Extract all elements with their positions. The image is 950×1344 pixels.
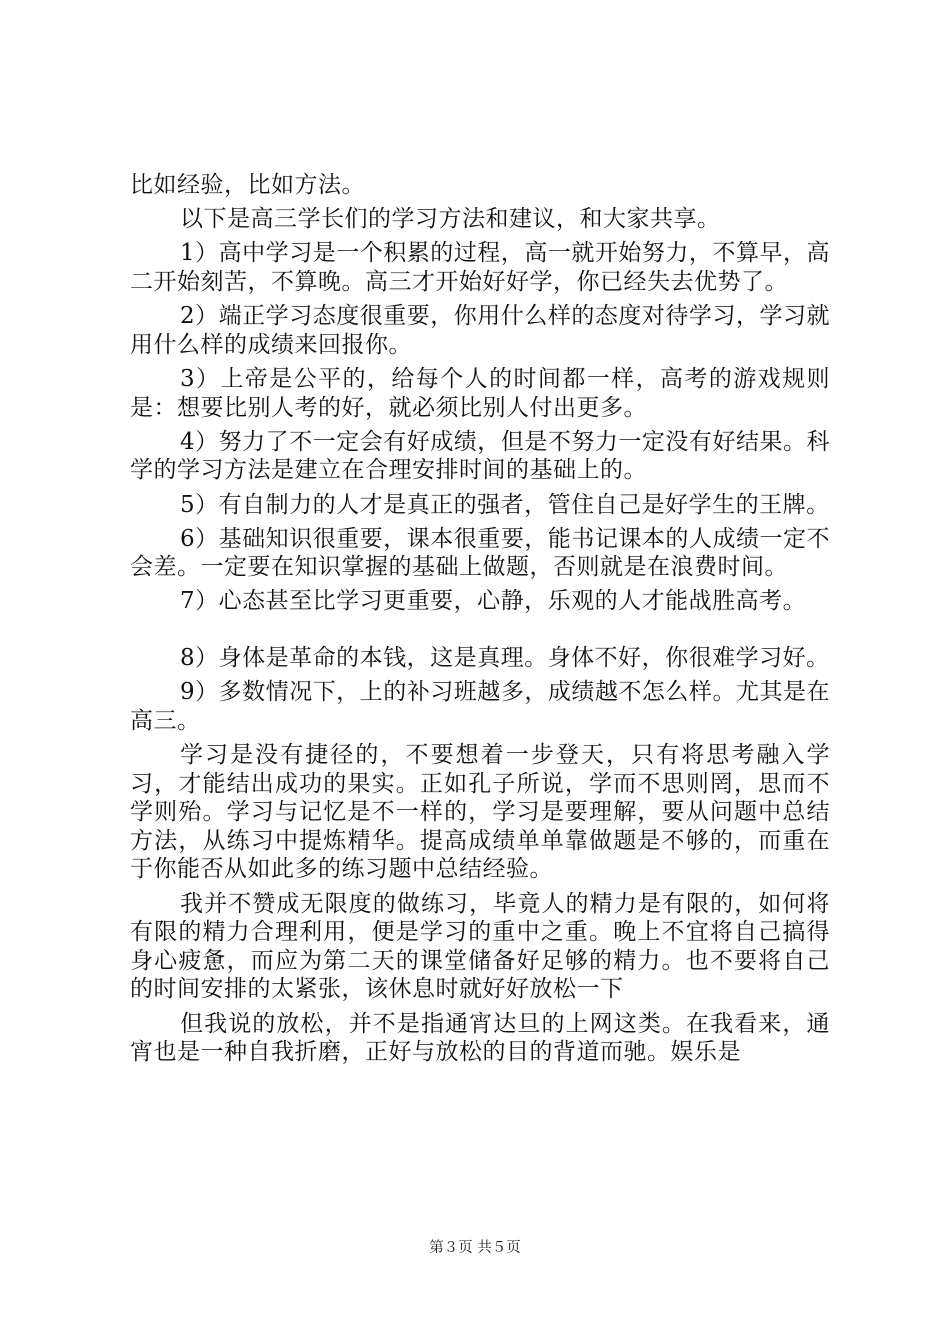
tip-item-7: 7）心态甚至比学习更重要，心静，乐观的人才能战胜高考。 [180, 588, 807, 615]
tip-item-3: 3）上帝是公平的，给每个人的时间都一样，高考的游戏规则是：想要比别人考的好，就必须比别人付出更多。 [130, 365, 830, 421]
tip-item-5: 5）有自制力的人才是真正的强者，管住自己是好学生的王牌。 [180, 491, 830, 518]
tip-item-2: 2）端正学习态度很重要，你用什么样的态度对待学习，学习就用什么样的成绩来回报你。 [130, 303, 830, 358]
tip-item-8: 8）身体是革命的本钱，这是真理。身体不好，你很难学习好。 [180, 645, 830, 672]
tip-item-9: 9）多数情况下，上的补习班越多，成绩越不怎么样。尤其是在高三。 [130, 679, 830, 734]
paragraph-continuation: 比如经验，比如方法。 [130, 172, 365, 198]
tip-item-4: 4）努力了不一定会有好成绩，但是不努力一定没有好结果。科学的学习方法是建立在合理安排时间的基础上的。 [130, 428, 830, 484]
tip-item-6: 6）基础知识很重要，课本很重要，能书记课本的人成绩一定不会差。一定要在知识掌握的基础上做题，否则就是在浪费时间。 [130, 525, 830, 581]
paragraph-learning: 学习是没有捷径的，不要想着一步登天，只有将思考融入学习，才能结出成功的果实。正如孔子所说，学而不思则罔，思而不学则殆。学习与记忆是不一样的，学习是要理解，要从问题中总结方法，从练习中提炼精华。提高成绩单单靠做题是不够的，而重在于你能否从如此多的练习题中总结经验。 [130, 742, 830, 883]
paragraph-practice: 我并不赞成无限度的做练习，毕竟人的精力是有限的，如何将有限的精力合理利用，便是学习的重中之重。晚上不宜将自己搞得身心疲惫，而应为第二天的课堂储备好足够的精力。也不要将自己的时间安排的太紧张，该休息时就好好放松一下 [130, 890, 830, 1003]
body-text [130, 171, 830, 1067]
paragraph-intro: 以下是高三学长们的学习方法和建议，和大家共享。 [180, 206, 721, 233]
tip-item-1: 1）高中学习是一个积累的过程，高一就开始努力，不算早，高二开始刻苦，不算晚。高三才开始好好学，你已经失去优势了。 [130, 240, 830, 295]
page-number-footer: 第３页 共５页 [429, 1240, 521, 1256]
paragraph-relaxation: 但我说的放松，并不是指通宵达旦的上网这类。在我看来，通宵也是一种自我折磨，正好与放松的目的背道而驰。娱乐是 [130, 1010, 830, 1066]
